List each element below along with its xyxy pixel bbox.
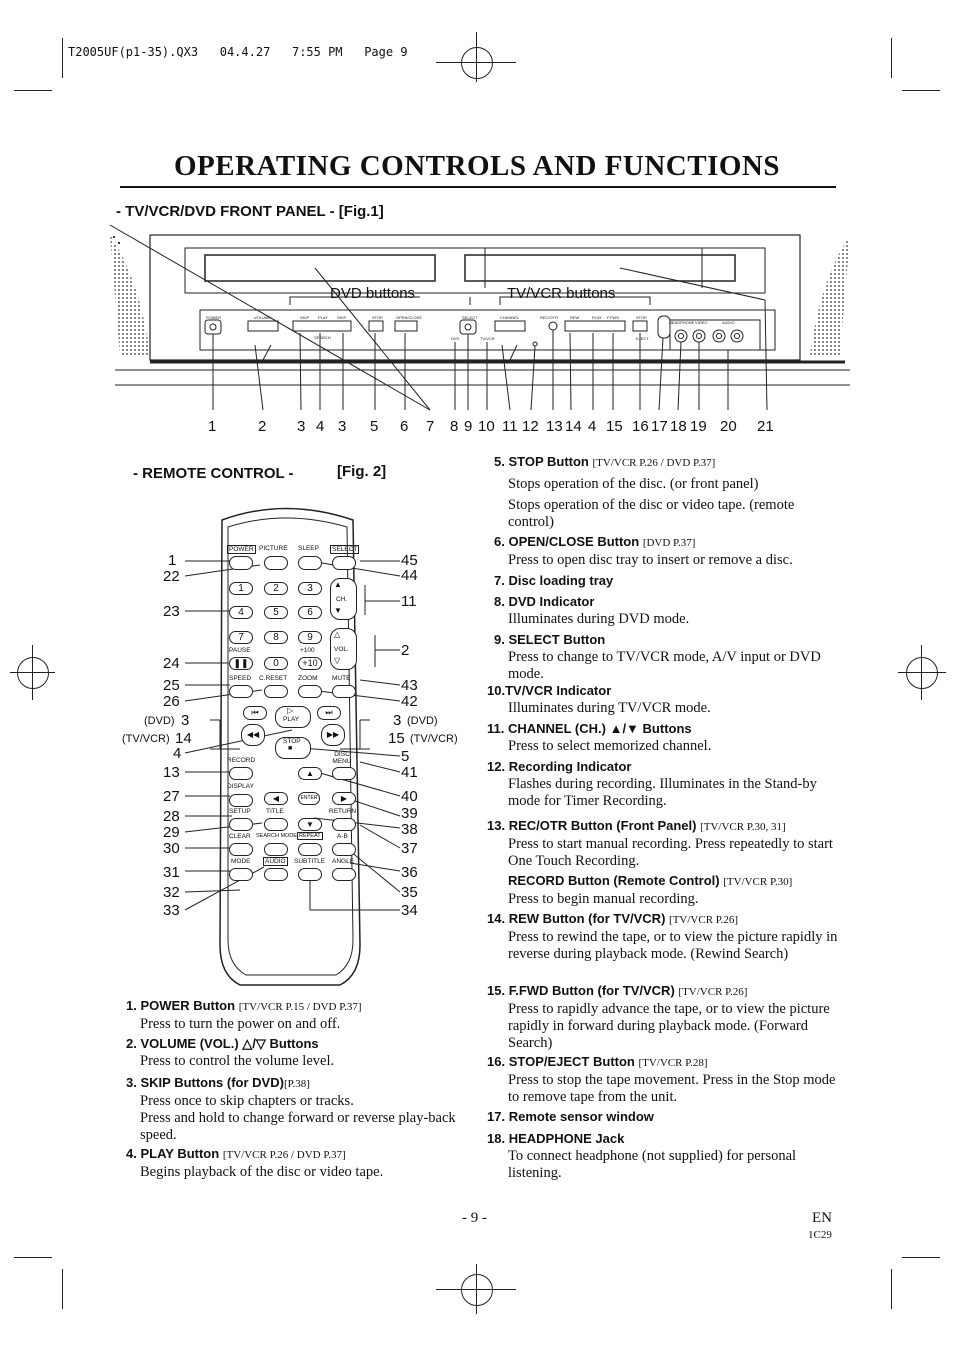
callout-number: 5 <box>401 748 410 765</box>
callout-number: 2 <box>401 642 410 659</box>
zoom-button[interactable] <box>298 685 322 698</box>
panel-label: TV/VCR <box>480 336 495 341</box>
callout-number: 5 <box>370 418 379 435</box>
callout-number: 4 <box>588 418 597 435</box>
callout-number: 8 <box>450 418 459 435</box>
callout-number: 4 <box>173 745 182 762</box>
registration-mark <box>461 47 493 79</box>
title-button[interactable] <box>264 818 288 831</box>
callout-number: 11 <box>401 593 417 610</box>
ch-down-icon: ▼ <box>334 606 342 615</box>
picture-button[interactable] <box>264 556 288 570</box>
pause-button[interactable]: ❚❚ <box>229 657 253 670</box>
crop-mark <box>902 1257 940 1258</box>
left-arrow-button[interactable]: ◀ <box>264 792 288 805</box>
panel-label: VOLUME <box>254 315 271 320</box>
panel-label: REW <box>570 315 580 320</box>
panel-label: PLAY <box>318 315 328 320</box>
callout-number: 14 <box>565 418 582 435</box>
digit-5-button[interactable]: 5 <box>264 606 288 619</box>
search-mode-button[interactable] <box>264 843 288 856</box>
panel-label: SKIP <box>337 315 347 320</box>
page-number: - 9 - <box>462 1210 487 1226</box>
speed-label: SPEED <box>229 675 252 682</box>
callout-number: 9 <box>464 418 473 435</box>
panel-label: STOP <box>372 315 383 320</box>
callout-number: 3 <box>181 712 190 729</box>
return-button[interactable] <box>332 818 356 831</box>
record-label: RECORD <box>227 757 256 764</box>
callout-number: 34 <box>401 902 418 919</box>
item-14: 14. REW Button (for TV/VCR) [TV/VCR P.26] Press to rewind the tape, or to view the picture rapidly in reverse during playback mode. (Rewind Search) <box>487 911 838 962</box>
up-arrow-button[interactable]: ▲ <box>298 767 322 780</box>
tvvcr-tag: (TV/VCR) <box>410 733 458 745</box>
return-label: RETURN <box>329 808 357 815</box>
callout-number: 4 <box>316 418 325 435</box>
callout-number: 12 <box>522 418 539 435</box>
panel-label: EJECT <box>636 336 649 341</box>
title-label: TITLE <box>266 808 284 815</box>
tvvcr-buttons-label: TV/VCR buttons <box>507 285 616 302</box>
language-code: EN <box>812 1210 832 1226</box>
callout-number: 1 <box>168 552 177 569</box>
registration-mark <box>898 672 946 673</box>
fast-forward-button[interactable]: ▶▶ <box>321 724 345 746</box>
setup-button[interactable] <box>229 818 253 831</box>
callout-number: 44 <box>401 567 418 584</box>
digit-2-button[interactable]: 2 <box>264 582 288 595</box>
callout-number: 21 <box>757 418 774 435</box>
callout-number: 28 <box>163 808 180 825</box>
fig2-tag: [Fig. 2] <box>337 463 387 480</box>
plus100-label: +100 <box>300 647 315 654</box>
audio-button[interactable] <box>264 868 288 881</box>
callout-number: 15 <box>388 730 405 747</box>
digit-9-button[interactable]: 9 <box>298 631 322 644</box>
callout-number: 3 <box>393 712 402 729</box>
angle-label: ANGLE <box>332 858 355 865</box>
ch-label: CH. <box>336 596 348 603</box>
fig1-label: - TV/VCR/DVD FRONT PANEL - [Fig.1] <box>116 203 384 220</box>
speed-button[interactable] <box>229 685 253 698</box>
ab-button[interactable] <box>332 843 356 856</box>
panel-label: STOP <box>636 315 647 320</box>
panel-label: SEARCH <box>314 335 331 340</box>
item-4: 4. PLAY Button [TV/VCR P.26 / DVD P.37] Begins playback of the disc or video tape. <box>126 1146 384 1180</box>
clear-button[interactable] <box>229 843 253 856</box>
callout-number: 39 <box>401 805 418 822</box>
ch-up-icon: ▲ <box>334 580 342 589</box>
clear-label: CLEAR <box>229 833 251 840</box>
creset-label: C.RESET <box>259 675 288 682</box>
select-button[interactable] <box>332 556 356 570</box>
callout-number: 3 <box>338 418 347 435</box>
mode-label: MODE <box>231 858 251 865</box>
callout-number: 3 <box>297 418 306 435</box>
disc-menu-label: DISC MENU <box>332 751 352 765</box>
item-12: 12. Recording Indicator Flashes during recording. Illuminates in the Stand-by mode for Timer Recording. <box>487 759 817 809</box>
crop-mark <box>62 38 63 78</box>
callout-number: 7 <box>426 418 435 435</box>
item-8: 8. DVD Indicator Illuminates during DVD mode. <box>494 594 690 627</box>
digit-6-button[interactable]: 6 <box>298 606 322 619</box>
item-5: 5. STOP Button [TV/VCR P.26 / DVD P.37] Stops operation of the disc. (or front panel) Stops operation of the disc or video tape. (remote control) <box>494 454 795 530</box>
ab-label: A-B <box>337 833 348 840</box>
crop-mark <box>891 38 892 78</box>
angle-button[interactable] <box>332 868 356 881</box>
vol-down-icon: ▽ <box>334 656 341 665</box>
callout-number: 25 <box>163 677 180 694</box>
enter-button[interactable]: ENTER <box>298 792 320 805</box>
callout-number: 38 <box>401 821 418 838</box>
item-2: 2. VOLUME (VOL.) △/▽ Buttons Press to control the volume level. <box>126 1036 335 1069</box>
title-rule <box>120 186 836 188</box>
item-18: 18. HEADPHONE Jack To connect headphone (not supplied) for personal listening. <box>487 1131 797 1181</box>
panel-label: AUDIO <box>722 320 735 325</box>
item-16: 16. STOP/EJECT Button [TV/VCR P.28] Press to stop the tape movement. Press in the Stop mode to remove tape from the unit. <box>487 1054 836 1105</box>
pause-label: PAUSE <box>229 647 251 654</box>
crop-mark <box>891 1269 892 1309</box>
vol-label: VOL. <box>334 646 349 653</box>
callout-number: 13 <box>546 418 563 435</box>
digit-4-button[interactable]: 4 <box>229 606 253 619</box>
display-label: DISPLAY <box>227 783 254 790</box>
item-3: 3. SKIP Buttons (for DVD)[P.38] Press once to skip chapters or tracks. Press and hold to change forward or reverse play-back speed. <box>126 1075 456 1143</box>
callout-number: 27 <box>163 788 180 805</box>
item-11: 11. CHANNEL (CH.) ▲/▼ Buttons Press to select memorized channel. <box>487 721 712 754</box>
digit-0-button[interactable]: 0 <box>264 657 288 670</box>
stop-label: STOP <box>283 738 301 745</box>
play-label: PLAY <box>283 716 300 723</box>
digit-1-button[interactable]: 1 <box>229 582 253 595</box>
callout-number: 1 <box>208 418 217 435</box>
digit-3-button[interactable]: 3 <box>298 582 322 595</box>
callout-number: 11 <box>502 418 518 435</box>
item-1: 1. POWER Button [TV/VCR P.15 / DVD P.37] Press to turn the power on and off. <box>126 998 362 1032</box>
crop-mark <box>14 1257 52 1258</box>
plus10-button[interactable]: +10 <box>298 657 322 670</box>
callout-number: 40 <box>401 788 418 805</box>
select-label: SELECT <box>332 546 358 553</box>
dvd-tag: (DVD) <box>407 715 438 727</box>
callout-number: 37 <box>401 840 418 857</box>
fig2-label: - REMOTE CONTROL - <box>133 465 294 482</box>
callout-number: 30 <box>163 840 180 857</box>
rewind-button[interactable]: ◀◀ <box>241 724 265 746</box>
subtitle-button[interactable] <box>298 868 322 881</box>
search-mode-label: SEARCH MODE <box>256 833 297 839</box>
creset-button[interactable] <box>264 685 288 698</box>
item-13: 13. REC/OTR Button (Front Panel) [TV/VCR P.30, 31] Press to start manual recording. Press repeatedly to start One Touch Recording. <box>487 818 833 869</box>
panel-label: PLAY <box>592 315 602 320</box>
panel-label: DVD <box>451 336 460 341</box>
mute-label: MUTE <box>332 675 351 682</box>
tvvcr-tag: (TV/VCR) <box>122 733 170 745</box>
sleep-label: SLEEP <box>298 545 319 552</box>
panel-label: HEADPHONE <box>669 320 695 325</box>
callout-number: 14 <box>175 730 192 747</box>
power-label: POWER <box>229 546 254 553</box>
power-button[interactable] <box>229 556 253 570</box>
registration-mark <box>17 657 49 689</box>
digit-8-button[interactable]: 8 <box>264 631 288 644</box>
crop-mark <box>14 90 52 91</box>
play-icon: ▷ <box>287 706 294 715</box>
dvd-buttons-label: DVD buttons <box>330 285 416 302</box>
zoom-label: ZOOM <box>298 675 318 682</box>
callout-number: 20 <box>720 418 737 435</box>
callout-number: 32 <box>163 884 180 901</box>
setup-label: SETUP <box>229 808 251 815</box>
mute-button[interactable] <box>332 685 356 698</box>
callout-number: 41 <box>401 764 418 781</box>
page-title: OPERATING CONTROLS AND FUNCTIONS <box>173 150 780 182</box>
callout-number: 16 <box>632 418 649 435</box>
display-button[interactable] <box>229 794 253 807</box>
callout-number: 10 <box>478 418 495 435</box>
callout-number: 15 <box>606 418 623 435</box>
callout-number: 26 <box>163 693 180 710</box>
callout-number: 33 <box>163 902 180 919</box>
item-13-remote: RECORD Button (Remote Control) [TV/VCR P.30] Press to begin manual recording. <box>508 873 793 907</box>
record-button[interactable] <box>229 767 253 780</box>
registration-mark <box>476 32 477 82</box>
crop-mark <box>62 1269 63 1309</box>
mode-button[interactable] <box>229 868 253 881</box>
stop-icon: ■ <box>288 745 293 752</box>
disc-menu-button[interactable] <box>332 767 356 780</box>
registration-mark <box>921 645 922 700</box>
callout-number: 29 <box>163 824 180 841</box>
panel-label: SKIP <box>300 315 310 320</box>
repeat-button[interactable] <box>298 843 322 856</box>
crop-mark <box>902 90 940 91</box>
panel-label: OPEN/CLOSE <box>396 315 423 320</box>
repeat-label: REPEAT <box>299 833 321 839</box>
callout-number: 13 <box>163 764 180 781</box>
registration-mark <box>906 657 938 689</box>
file-info: T2005UF(p1-35).QX3 04.4.27 7:55 PM Page 9 <box>68 45 408 59</box>
down-arrow-button[interactable]: ▼ <box>298 818 322 831</box>
skip-forward-button[interactable]: ⏭ <box>317 706 341 720</box>
panel-label: REC/OTR <box>540 315 558 320</box>
subtitle-label: SUBTITLE <box>294 858 326 865</box>
callout-number: 22 <box>163 568 180 585</box>
registration-mark <box>32 645 33 700</box>
vol-up-icon: △ <box>334 630 341 639</box>
skip-back-button[interactable]: ⏮ <box>243 706 267 720</box>
callout-number: 18 <box>670 418 687 435</box>
callout-number: 6 <box>400 418 409 435</box>
callout-number: 45 <box>401 552 418 569</box>
dvd-tag: (DVD) <box>144 715 175 727</box>
callout-number: 36 <box>401 864 418 881</box>
item-17: 17. Remote sensor window <box>487 1109 654 1124</box>
registration-mark <box>461 1274 493 1306</box>
callout-number: 42 <box>401 693 418 710</box>
panel-label: VIDEO <box>695 320 708 325</box>
digit-7-button[interactable]: 7 <box>229 631 253 644</box>
picture-label: PICTURE <box>259 545 288 552</box>
callout-number: 17 <box>651 418 668 435</box>
panel-label: CHANNEL <box>500 315 520 320</box>
callout-number: 43 <box>401 677 418 694</box>
item-7: 7. Disc loading tray <box>494 573 614 588</box>
callout-number: 31 <box>163 864 180 881</box>
callout-number: 23 <box>163 603 180 620</box>
panel-label: F.FWD <box>607 315 620 320</box>
right-arrow-button[interactable]: ▶ <box>332 792 356 805</box>
callout-number: 2 <box>258 418 267 435</box>
callout-number: 24 <box>163 655 180 672</box>
doc-code: 1C29 <box>808 1229 832 1241</box>
sleep-button[interactable] <box>298 556 322 570</box>
panel-label: SELECT <box>462 315 478 320</box>
item-6: 6. OPEN/CLOSE Button [DVD P.37] Press to open disc tray to insert or remove a disc. <box>494 534 793 568</box>
audio-label: AUDIO <box>265 858 286 865</box>
panel-label: POWER <box>206 315 222 320</box>
item-10: 10.TV/VCR Indicator Illuminates during TV/VCR mode. <box>487 683 711 716</box>
item-9: 9. SELECT Button Press to change to TV/VCR mode, A/V input or DVD mode. <box>494 632 821 682</box>
callout-number: 19 <box>690 418 707 435</box>
registration-mark <box>476 1264 477 1314</box>
callout-number: 35 <box>401 884 418 901</box>
item-15: 15. F.FWD Button (for TV/VCR) [TV/VCR P.26] Press to rapidly advance the tape, or to view the picture rapidly in forward during playback mode. (Forward Search) <box>487 983 830 1051</box>
